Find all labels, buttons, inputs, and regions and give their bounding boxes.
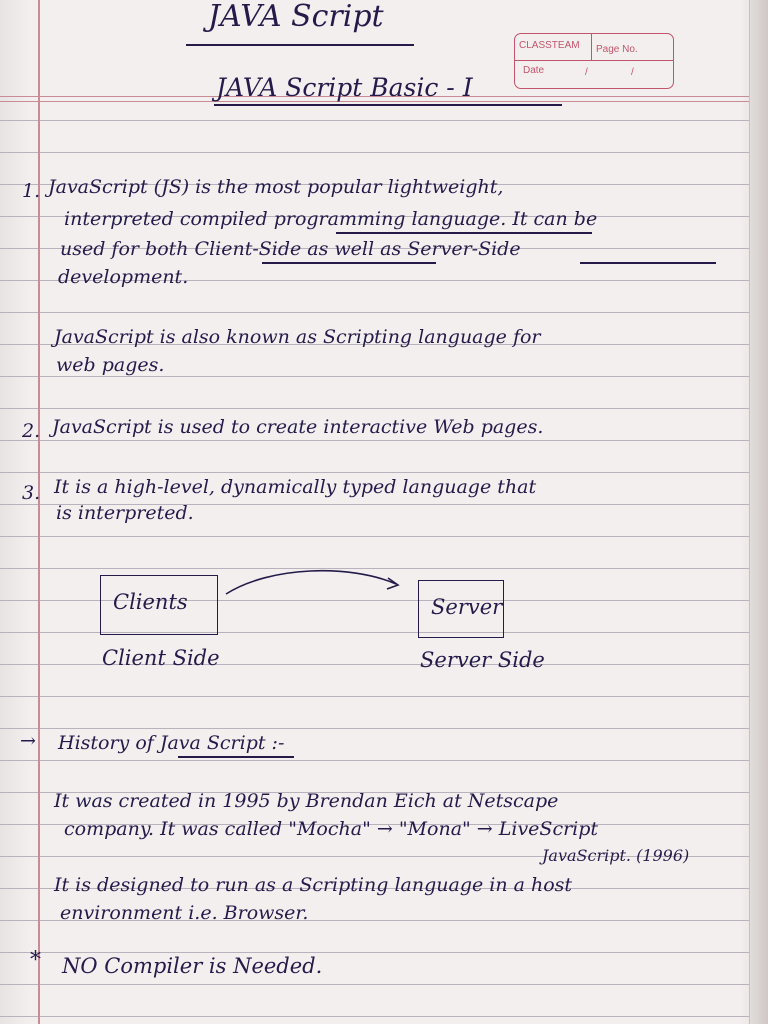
paragraph-line: environment i.e. Browser. [60,902,309,924]
history-heading: History of Java Script :- [58,732,285,754]
stamp-page-label: Page No. [596,44,638,55]
arrow-bullet: → [20,730,36,752]
paragraph-line: is interpreted. [56,502,194,524]
stamp-date-label: Date [523,65,545,76]
paragraph-line: It is a high-level, dynamically typed language that [54,476,537,498]
client-box [100,575,218,635]
paragraph-line: JavaScript is used to create interactive Web pages. [52,416,544,438]
stamp-date-sep: / [631,67,634,78]
paragraph-line: web pages. [56,354,165,376]
paragraph-line: used for both Client-Side as well as Server-Side [60,238,521,260]
point-number: 3. [22,482,41,504]
client-side-caption: Client Side [102,646,220,670]
point-number: 1. [22,180,41,202]
point-number: 2. [22,420,41,442]
paragraph-line: JavaScript is also known as Scripting language for [54,326,541,348]
server-box [418,580,504,638]
paragraph-line: JavaScript (JS) is the most popular lightweight, [48,176,504,198]
server-box-label: Server [431,595,503,619]
stamp-brand: CLASSTEAM [519,40,580,51]
paragraph-line: It was created in 1995 by Brendan Eich at Netscape [54,790,559,812]
client-box-label: Clients [113,590,188,614]
paragraph-line: interpreted compiled programming language. It can be [64,208,598,230]
server-side-caption: Server Side [420,648,545,672]
paragraph-line: JavaScript. (1996) [542,846,690,865]
note-text: NO Compiler is Needed. [62,954,323,978]
page-subtitle: JAVA Script Basic - I [216,73,473,102]
heading-underline [178,756,294,758]
page-title: JAVA Script [208,0,384,34]
paragraph-line: It is designed to run as a Scripting language in a host [54,874,573,896]
paragraph-line: development. [58,266,189,288]
star-bullet: * [30,948,41,973]
paragraph-line: company. It was called "Mocha" → "Mona" → LiveScript [64,818,599,840]
stamp-date-sep: / [585,67,588,78]
